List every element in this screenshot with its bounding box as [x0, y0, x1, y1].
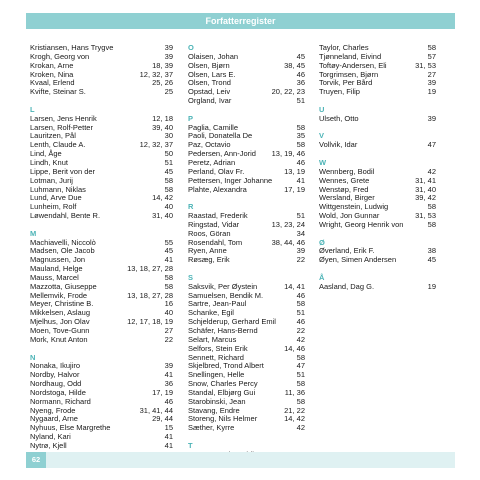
author-name: Krogh, Georg von — [30, 51, 90, 61]
page-refs: 31, 41, 44 — [139, 405, 173, 415]
footer-bar — [26, 452, 455, 468]
author-name: Roos, Göran — [188, 228, 231, 238]
index-entry — [30, 88, 173, 97]
page-refs: 12, 32, 37 — [139, 140, 173, 150]
section-letter: U — [319, 104, 325, 114]
page-refs: 39 — [296, 246, 305, 256]
author-name: Skjelbred, Trond Albert — [188, 361, 264, 371]
section-gap — [319, 124, 436, 133]
page-refs: 16 — [164, 299, 173, 309]
author-name: Mellemvik, Frode — [30, 290, 88, 300]
author-name: Magnussen, Jon — [30, 255, 86, 265]
author-name: Nyland, Kari — [30, 432, 71, 442]
author-name: Krokan, Arne — [30, 60, 74, 70]
author-name: Wold, Jon Gunnar — [319, 211, 380, 221]
author-name: Luhmann, Niklas — [30, 184, 86, 194]
page-refs: 19 — [427, 87, 436, 97]
page-refs: 14, 41 — [284, 281, 305, 291]
index-entry — [319, 256, 436, 265]
author-name: Moen, Tove-Gunn — [30, 326, 90, 335]
page-refs: 13, 23, 24 — [271, 219, 305, 229]
section-gap — [319, 265, 436, 274]
page-refs: 12, 32, 37 — [139, 69, 173, 79]
author-name: Paglia, Camille — [188, 122, 239, 132]
author-name: Lunheim, Rolf — [30, 202, 77, 212]
page-refs: 51 — [296, 308, 305, 318]
index-entry — [319, 115, 436, 124]
author-name: Torgrimsen, Bjørn — [319, 69, 379, 79]
author-name: Ringstad, Vidar — [188, 219, 240, 229]
section-letter: P — [188, 113, 194, 123]
section-gap — [30, 97, 173, 106]
page-refs: 13, 19, 46 — [271, 149, 305, 159]
page-refs: 22 — [296, 255, 305, 265]
header-title: Forfatterregister — [205, 16, 276, 26]
page-refs: 39, 40 — [152, 122, 173, 132]
author-name: Lippe, Berit von der — [30, 166, 96, 176]
page-refs: 31, 40 — [415, 184, 436, 194]
page-refs: 31, 53 — [415, 211, 436, 221]
author-name: Olsen, Lars E. — [188, 69, 236, 79]
page-refs: 42 — [296, 423, 305, 433]
author-name: Lind, Åge — [30, 149, 62, 159]
author-name: Mauland, Helge — [30, 264, 83, 274]
page-refs: 31, 53 — [415, 60, 436, 70]
author-name: Wittgenstein, Ludwig — [319, 202, 389, 212]
author-name: Snellingen, Helle — [188, 370, 245, 380]
page-refs: 58 — [296, 379, 305, 389]
section-letter: Å — [319, 272, 325, 282]
author-name: Lund, Arve Due — [30, 193, 82, 203]
page-refs: 15 — [164, 423, 173, 433]
author-name: Kroken, Nina — [30, 69, 74, 79]
author-name: Storeng, Nils Helmer — [188, 414, 258, 424]
index-entry — [319, 88, 436, 97]
page-refs: 34 — [296, 228, 305, 238]
author-name: Saksvik, Per Øystein — [188, 281, 258, 291]
page-refs: 19 — [427, 281, 436, 291]
page-refs: 41 — [164, 370, 173, 380]
author-name: Wright, Georg Henrik von — [319, 219, 404, 229]
author-name: Aasland, Dag G. — [319, 281, 375, 291]
index-column-1 — [30, 44, 173, 451]
page-refs: 42 — [296, 334, 305, 344]
page-refs: 17, 19 — [152, 387, 173, 397]
author-name: Løwendahl, Bente R. — [30, 211, 101, 221]
section-letter: S — [188, 272, 194, 282]
author-name: Nordby, Halvor — [30, 370, 80, 380]
page-refs: 22 — [164, 334, 173, 344]
page-refs: 25 — [164, 87, 173, 97]
author-name: Mork, Knut Anton — [30, 334, 88, 344]
page-refs: 45 — [164, 166, 173, 176]
section-letter: T — [188, 440, 193, 450]
section-letter: R — [188, 202, 194, 212]
page-refs: 58 — [296, 122, 305, 132]
author-name: Ryen, Anne — [188, 246, 227, 256]
page-refs: 38, 45 — [284, 60, 305, 70]
page-refs: 25, 26 — [152, 78, 173, 88]
section-letter: Ø — [319, 237, 325, 247]
author-name: Wenstøp, Fred — [319, 184, 369, 194]
author-name: Toftøy-Andersen, Eli — [319, 60, 387, 70]
author-name: Raastad, Frederik — [188, 211, 248, 221]
page-refs: 41 — [164, 440, 173, 450]
author-name: Nonaka, Ikujiro — [30, 361, 81, 371]
author-name: Taylor, Charles — [319, 43, 369, 52]
page-refs: 39 — [164, 51, 173, 61]
author-name: Starobinski, Jean — [188, 396, 246, 406]
section-gap — [188, 194, 305, 203]
author-name: Rosendahl, Tom — [188, 237, 243, 247]
author-name: Opstad, Leiv — [188, 87, 231, 97]
section-gap — [319, 230, 436, 239]
author-name: Øyen, Simen Andersen — [319, 255, 397, 265]
page-refs: 58 — [296, 140, 305, 150]
page-refs: 46 — [296, 69, 305, 79]
page-refs: 14, 42 — [152, 193, 173, 203]
author-name: Orgland, Ivar — [188, 96, 232, 106]
author-name: Pedersen, Ann-Jorid — [188, 149, 256, 159]
page-refs: 40 — [164, 308, 173, 318]
page-refs: 41 — [296, 175, 305, 185]
author-name: Truyen, Filip — [319, 87, 360, 97]
page-refs: 35 — [296, 131, 305, 141]
author-name: Schjelderup, Gerhard Emil — [188, 317, 276, 327]
author-name: Lotman, Jurij — [30, 175, 73, 185]
section-gap — [319, 97, 436, 106]
section-gap — [188, 265, 305, 274]
page-refs: 39, 42 — [415, 193, 436, 203]
author-name: Perland, Olav Fr. — [188, 166, 245, 176]
page-refs: 18, 39 — [152, 60, 173, 70]
author-name: Stavang, Endre — [188, 405, 240, 415]
page-refs: 46 — [164, 396, 173, 406]
section-letter: W — [319, 157, 327, 167]
author-name: Nordstoga, Hilde — [30, 387, 86, 397]
page-refs: 45 — [427, 255, 436, 265]
author-name: Schäfer, Hans-Bernd — [188, 326, 258, 335]
author-name: Mikkelsen, Aslaug — [30, 308, 91, 318]
page-refs: 39 — [164, 361, 173, 371]
page-refs: 51 — [296, 211, 305, 221]
page-refs: 14, 42 — [284, 414, 305, 424]
page-refs: 13, 18, 27, 28 — [127, 264, 173, 274]
page-refs: 11, 36 — [284, 387, 305, 397]
page-refs: 45 — [164, 246, 173, 256]
page-refs: 46 — [296, 317, 305, 327]
page-refs: 58 — [164, 175, 173, 185]
page-refs: 58 — [296, 396, 305, 406]
page-refs: 42 — [427, 166, 436, 176]
index-entry — [30, 442, 173, 451]
page-header — [26, 13, 455, 29]
author-name: Nygaard, Arne — [30, 414, 78, 424]
section-letter: O — [188, 43, 194, 52]
page-refs: 21, 22 — [284, 405, 305, 415]
page-refs: 47 — [427, 140, 436, 150]
page-refs: 39 — [427, 78, 436, 88]
author-name: Lenth, Claude A. — [30, 140, 86, 150]
page-refs: 39 — [164, 43, 173, 52]
page-refs: 50 — [164, 149, 173, 159]
author-name: Normann, Richard — [30, 396, 91, 406]
author-name: Snow, Charles Percy — [188, 379, 258, 389]
author-name: Nyeng, Frode — [30, 405, 76, 415]
page-refs: 40 — [164, 202, 173, 212]
section-gap — [188, 106, 305, 115]
page-refs: 20, 22, 23 — [271, 87, 305, 97]
page-refs: 45 — [296, 51, 305, 61]
page-refs: 58 — [296, 352, 305, 362]
author-name: Lauritzen, Pål — [30, 131, 76, 141]
author-name: Mauss, Marcel — [30, 272, 79, 282]
page-refs: 55 — [164, 237, 173, 247]
author-name: Kvifte, Steinar S. — [30, 87, 86, 97]
index-entry — [319, 283, 436, 292]
author-name: Schanke, Egil — [188, 308, 234, 318]
author-name: Wennes, Grete — [319, 175, 370, 185]
index-column-2 — [188, 44, 305, 460]
author-name: Nytrø, Kjell — [30, 440, 67, 450]
author-name: Nordhaug, Odd — [30, 379, 82, 389]
author-name: Sæther, Kyrre — [188, 423, 235, 433]
author-name: Olsen, Bjørn — [188, 60, 230, 70]
index-entry — [188, 186, 305, 195]
author-name: Vollvik, Idar — [319, 140, 358, 150]
index-entry — [188, 97, 305, 106]
page-refs: 29, 44 — [152, 414, 173, 424]
author-name: Lindh, Knut — [30, 157, 68, 167]
page-refs: 58 — [164, 281, 173, 291]
page-refs: 30 — [164, 131, 173, 141]
author-name: Mjelhus, Jon Olav — [30, 317, 90, 327]
page-refs: 22 — [296, 326, 305, 335]
author-name: Peretz, Adrian — [188, 157, 236, 167]
index-entry — [30, 336, 173, 345]
author-name: Plahte, Alexandra — [188, 184, 247, 194]
author-name: Larsen, Rolf-Petter — [30, 122, 93, 132]
author-name: Kristiansen, Hans Trygve — [30, 43, 114, 52]
page-refs: 58 — [427, 202, 436, 212]
page-refs: 47 — [296, 361, 305, 371]
section-gap — [30, 345, 173, 354]
page-refs: 57 — [427, 51, 436, 61]
section-gap — [319, 150, 436, 159]
page-refs: 27 — [427, 69, 436, 79]
author-name: Selart, Marcus — [188, 334, 237, 344]
page-refs: 38, 44, 46 — [271, 237, 305, 247]
page-refs: 41 — [164, 255, 173, 265]
page-refs: 51 — [296, 370, 305, 380]
page-refs: 51 — [296, 96, 305, 106]
page-refs: 36 — [296, 78, 305, 88]
author-name: Selfors, Stein Erik — [188, 343, 248, 353]
page-refs: 58 — [164, 184, 173, 194]
page-refs: 12, 17, 18, 19 — [127, 317, 173, 327]
author-name: Øverland, Erik F. — [319, 246, 375, 256]
section-letter: V — [319, 131, 325, 141]
page-refs: 39 — [427, 113, 436, 123]
page-refs: 46 — [296, 157, 305, 167]
author-name: Nyhuus, Else Margrethe — [30, 423, 111, 433]
author-name: Paoli, Donatella De — [188, 131, 253, 141]
page-refs: 13, 19 — [284, 166, 305, 176]
author-name: Kvaal, Erlend — [30, 78, 75, 88]
page-refs: 58 — [164, 272, 173, 282]
author-name: Machiavelli, Niccolò — [30, 237, 96, 247]
author-name: Meyer, Christine B. — [30, 299, 94, 309]
author-name: Olsen, Trond — [188, 78, 231, 88]
author-name: Paz, Octavio — [188, 140, 231, 150]
author-name: Wennberg, Bodil — [319, 166, 375, 176]
index-entry — [319, 141, 436, 150]
author-name: Standal, Elbjørg Gui — [188, 387, 256, 397]
index-column-3 — [319, 44, 436, 292]
author-name: Madsen, Ole Jacob — [30, 246, 95, 256]
index-entry — [319, 221, 436, 230]
index-entry — [30, 212, 173, 221]
page-refs: 46 — [296, 290, 305, 300]
page-refs: 27 — [164, 326, 173, 335]
author-name: Torvik, Per Bård — [319, 78, 373, 88]
section-letter: N — [30, 352, 36, 362]
author-name: Røsæg, Erik — [188, 255, 230, 265]
author-name: Pettersen, Inger Johanne — [188, 175, 273, 185]
page-refs: 41 — [164, 432, 173, 442]
author-name: Wersland, Birger — [319, 193, 375, 203]
page-refs: 17, 19 — [284, 184, 305, 194]
page-refs: 14, 46 — [284, 343, 305, 353]
page-refs: 31, 40 — [152, 211, 173, 221]
index-entry — [188, 256, 305, 265]
author-name: Samuelsen, Bendik M. — [188, 290, 264, 300]
page-refs: 38 — [427, 246, 436, 256]
section-gap — [188, 433, 305, 442]
author-name: Sartre, Jean-Paul — [188, 299, 247, 309]
author-name: Olaisen, Johan — [188, 51, 239, 61]
author-name: Ulseth, Otto — [319, 113, 359, 123]
page-refs: 58 — [427, 219, 436, 229]
author-name: Tjønneland, Eivind — [319, 51, 382, 61]
section-letter: L — [30, 104, 35, 114]
page-refs: 31, 41 — [415, 175, 436, 185]
page-refs: 58 — [296, 299, 305, 309]
page-refs: 51 — [164, 157, 173, 167]
author-name: Sennett, Richard — [188, 352, 244, 362]
author-name: Larsen, Jens Henrik — [30, 113, 97, 123]
page-refs: 58 — [427, 43, 436, 52]
page-refs: 36 — [164, 379, 173, 389]
index-entry — [188, 424, 305, 433]
page-refs: 12, 18 — [152, 113, 173, 123]
author-name: Mazzotta, Giuseppe — [30, 281, 97, 291]
page-number: 62 — [26, 452, 46, 468]
section-letter: M — [30, 228, 37, 238]
page-refs: 13, 18, 27, 28 — [127, 290, 173, 300]
section-gap — [30, 221, 173, 230]
